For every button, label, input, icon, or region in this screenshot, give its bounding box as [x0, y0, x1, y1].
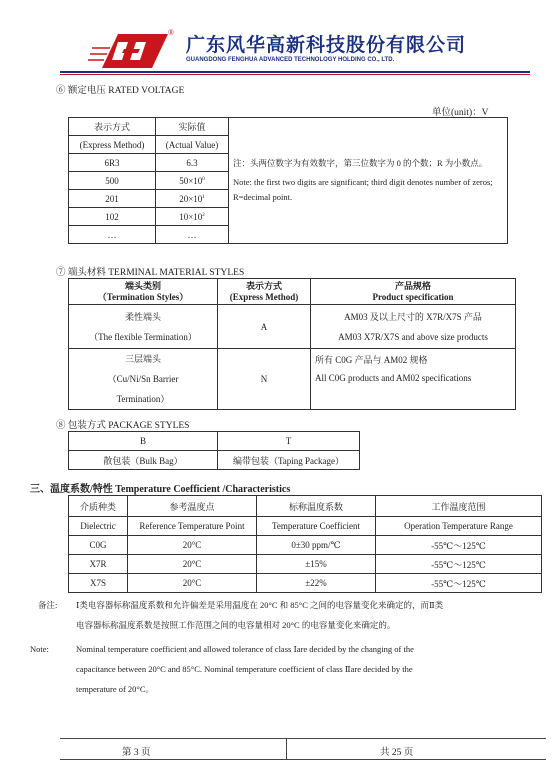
- range-cell: -55℃～125℃: [376, 536, 542, 555]
- value-text: 50×10: [179, 175, 203, 186]
- table-row: [69, 305, 516, 349]
- voltage-note-cell: [229, 118, 508, 244]
- header-text: 产品规格: [394, 280, 431, 291]
- header-cell: Temperature Coefficient: [257, 517, 376, 536]
- spec-text: AM03 X7R/X7S and above size products: [338, 331, 488, 342]
- table-row: [69, 451, 360, 470]
- coef-cell: ±22%: [257, 574, 376, 593]
- header-cell: 标称温度系数: [257, 496, 376, 517]
- value-cell: [156, 208, 229, 226]
- header-text: (Express Method): [229, 291, 299, 302]
- value-text: 6.3: [186, 157, 198, 168]
- value-text: 10×10: [179, 211, 203, 222]
- ref-temp-cell: 20°C: [128, 574, 257, 593]
- code-cell: N: [218, 349, 311, 410]
- header-cell: 介质种类: [69, 496, 128, 517]
- table-row: [69, 536, 542, 555]
- note-label: Note:: [30, 644, 49, 654]
- style-text: 柔性端头: [124, 311, 161, 322]
- temp-coef-table: [68, 495, 542, 593]
- company-name-en: GUANGDONG FENGHUA ADVANCED TECHNOLOGY HOLDING CO., LTD.: [186, 57, 395, 63]
- header-cell: Reference Temperature Point: [128, 517, 257, 536]
- coef-cell: ±15%: [257, 555, 376, 574]
- spec-text: 所有 C0G 产品与 AM02 规格: [315, 355, 428, 365]
- dielectric-cell: C0G: [69, 536, 128, 555]
- exponent: 1: [202, 194, 205, 200]
- company-logo: [88, 28, 178, 72]
- style-text: Termination）: [116, 394, 170, 404]
- header-cell: (Express Method): [69, 136, 156, 154]
- exponent: 2: [202, 212, 205, 218]
- table-row: [69, 349, 516, 410]
- note-line: temperature of 20°C。: [76, 684, 154, 694]
- value-cell: …: [156, 226, 229, 244]
- range-cell: -55℃～125℃: [376, 574, 542, 593]
- header-cell: [311, 279, 516, 305]
- header-text: （Termination Styles）: [97, 291, 189, 302]
- footer-rule: [60, 738, 546, 739]
- code-cell: 102: [69, 208, 156, 226]
- style-text: （Cu/Ni/Sn Barrier: [107, 374, 179, 384]
- code-cell: 500: [69, 172, 156, 190]
- rated-voltage-title: ⑥ 额定电压 RATED VOLTAGE: [56, 86, 185, 96]
- ref-temp-cell: 20°C: [128, 555, 257, 574]
- registered-mark: ®: [168, 28, 175, 37]
- spec-text: All C0G products and AM02 specifications: [315, 373, 472, 383]
- header-cell: 表示方式: [69, 118, 156, 136]
- spec-text: AM03 及以上尺寸的 X7R/X7S 产品: [344, 311, 482, 322]
- voltage-note-cn: 注：头两位数字为有效数字，第三位数字为 0 的个数；R 为小数点。: [233, 158, 488, 168]
- header-text: Product specification: [372, 291, 454, 302]
- package-table: [68, 431, 360, 470]
- remark-line: 电容器标称温度系数是按照工作范围之间的电容量相对 20°C 的电容量变化来确定的。: [76, 620, 396, 630]
- package-title: ⑧ 包装方式 PACKAGE STYLES: [56, 421, 190, 431]
- package-name-cell: 编带包装（Taping Package）: [218, 451, 360, 470]
- voltage-note-en: Note: the first two digits are significant; third digit denotes number of zeros; R=decimal point.: [233, 177, 493, 202]
- value-text: 20×10: [179, 193, 203, 204]
- exponent: 0: [202, 176, 205, 182]
- table-row: [69, 555, 542, 574]
- ref-temp-cell: 20°C: [128, 536, 257, 555]
- header-cell: [69, 279, 218, 305]
- style-cell: [69, 349, 218, 410]
- temp-coef-title: 三、温度系数/特性 Temperature Coefficient /Characteristics: [30, 484, 291, 495]
- package-name-cell: 散包装（Bulk Bag）: [69, 451, 218, 470]
- value-cell: [156, 190, 229, 208]
- page-number: 第 3 页: [122, 748, 151, 758]
- header-text: 表示方式: [245, 280, 282, 291]
- table-row: [69, 432, 360, 451]
- dielectric-cell: X7R: [69, 555, 128, 574]
- value-cell: [156, 154, 229, 172]
- terminal-table: [68, 278, 516, 410]
- remark-line: Ⅰ类电容器标称温度系数和允许偏差是采用温度在 20°C 和 85°C 之间的电容量变化来确定的，而Ⅱ类: [76, 600, 444, 610]
- value-cell: [156, 172, 229, 190]
- code-cell: A: [218, 305, 311, 349]
- package-code-cell: B: [69, 432, 218, 451]
- page-total: 共 25 页: [380, 748, 414, 758]
- package-code-cell: T: [218, 432, 360, 451]
- footer-divider: [286, 738, 287, 760]
- header-cell: 参考温度点: [128, 496, 257, 517]
- header-cell: Dielectric: [69, 517, 128, 536]
- code-cell: 6R3: [69, 154, 156, 172]
- code-cell: …: [69, 226, 156, 244]
- terminal-title: ⑦ 端头材料 TERMINAL MATERIAL STYLES: [56, 268, 245, 278]
- rated-voltage-table: [68, 117, 508, 244]
- note-line: capacitance between 20°C and 85°C. Nominal temperature coefficient of class Ⅱare decided by the: [76, 664, 413, 674]
- table-row: [69, 574, 542, 593]
- company-name-cn: 广东风华高新科技股份有限公司: [186, 34, 467, 56]
- style-cell: [69, 305, 218, 349]
- header-cell: (Actual Value): [156, 136, 229, 154]
- header-rule: [60, 71, 530, 73]
- voltage-unit: 单位(unit)：V: [432, 108, 489, 118]
- style-text: 三层端头: [124, 354, 161, 364]
- fenghua-logo-icon: [88, 28, 178, 72]
- range-cell: -55℃～125℃: [376, 555, 542, 574]
- header-cell: Operation Temperature Range: [376, 517, 542, 536]
- header-text: 端头类别: [124, 280, 161, 291]
- dielectric-cell: X7S: [69, 574, 128, 593]
- header-cell: 实际值: [156, 118, 229, 136]
- header-cell: 工作温度范围: [376, 496, 542, 517]
- spec-cell: [311, 305, 516, 349]
- spec-cell: [311, 349, 516, 410]
- footer-rule-bottom: [60, 759, 546, 760]
- note-line: Nominal temperature coefficient and allowed tolerance of class Ⅰare decided by the changing of the: [76, 644, 414, 654]
- header-rule-accent: [60, 74, 530, 75]
- code-cell: 201: [69, 190, 156, 208]
- style-text: （The flexible Termination）: [89, 331, 197, 342]
- coef-cell: 0±30 ppm/℃: [257, 536, 376, 555]
- header-cell: [218, 279, 311, 305]
- remark-label: 备注:: [38, 600, 58, 610]
